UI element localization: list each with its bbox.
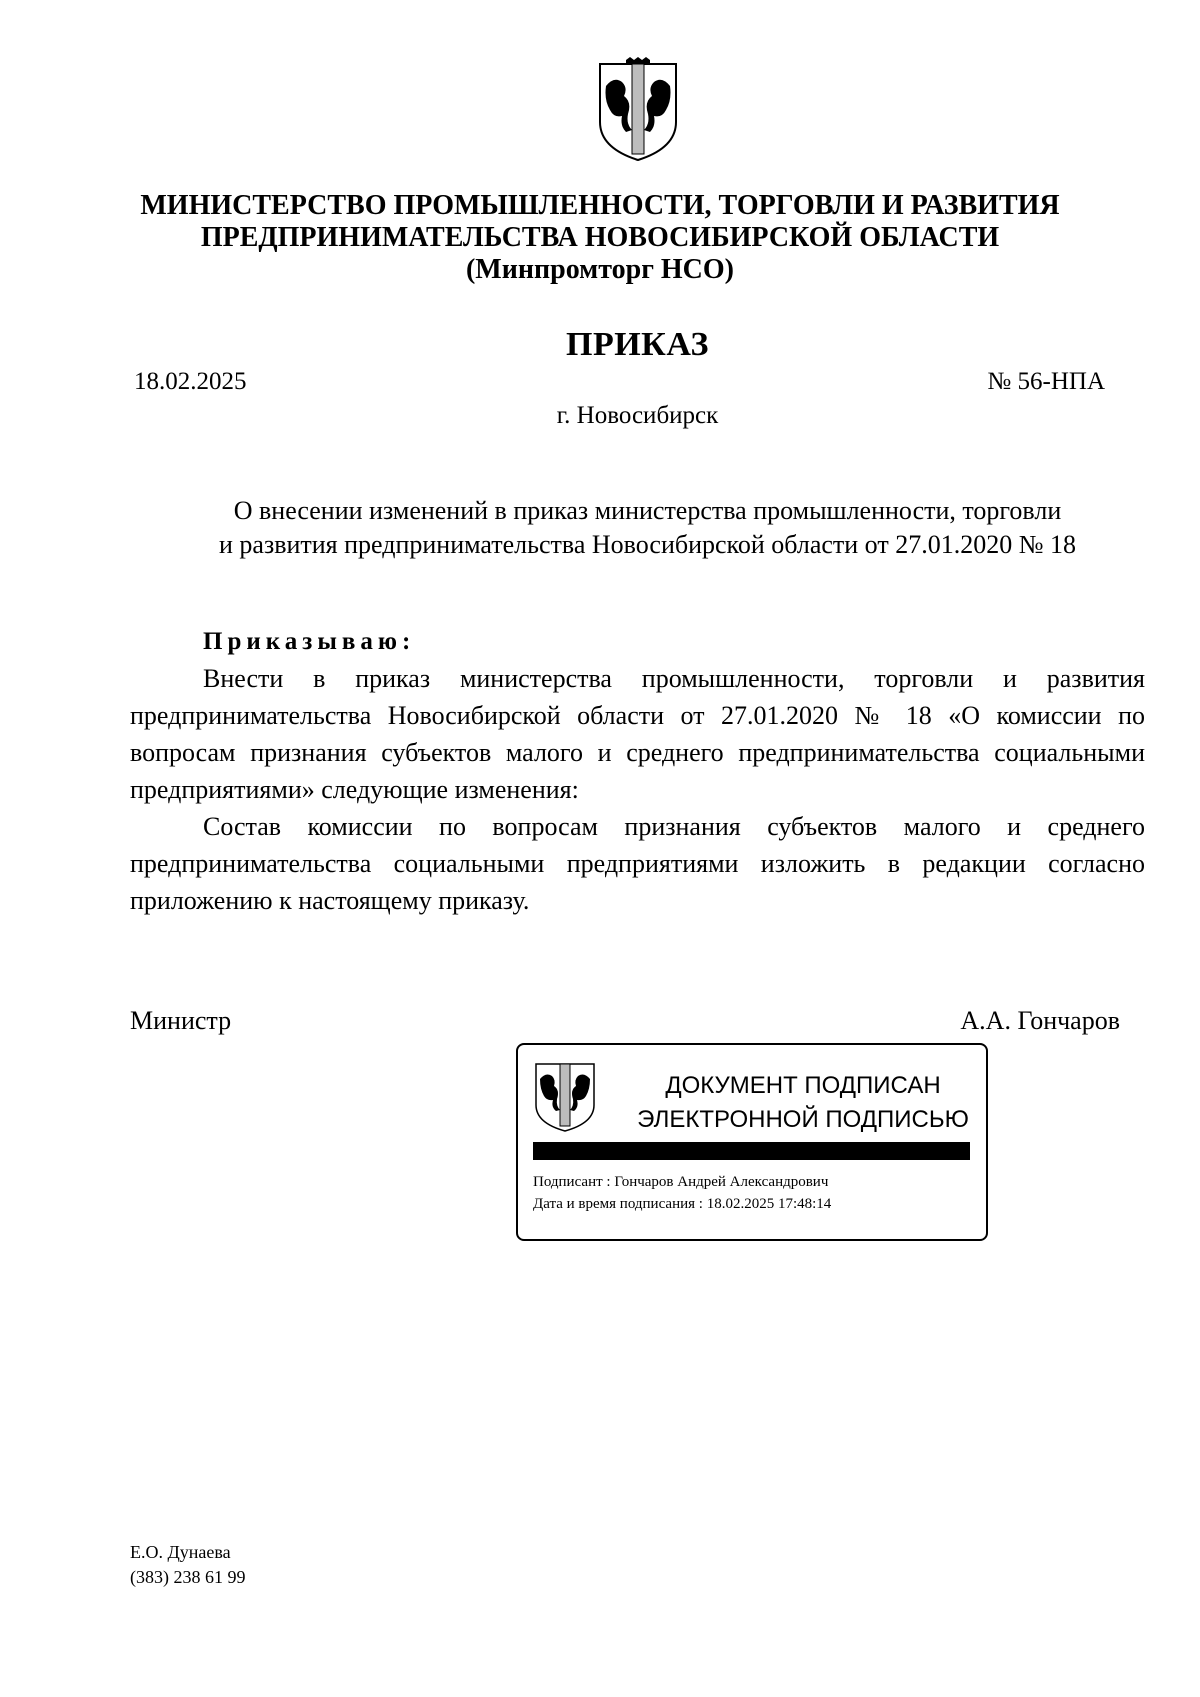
executor-name: Е.О. Дунаева	[130, 1542, 231, 1562]
coat-of-arms-icon	[533, 1059, 597, 1133]
stamp-title	[623, 1069, 983, 1137]
organization-name-line1: МИНИСТЕРСТВО ПРОМЫШЛЕННОСТИ, ТОРГОВЛИ И РАЗВИТИЯ	[140, 190, 1060, 221]
organization-name	[0, 190, 1200, 286]
organization-name-line2: ПРЕДПРИНИМАТЕЛЬСТВА НОВОСИБИРСКОЙ ОБЛАСТИ	[200, 222, 1000, 253]
electronic-signature-stamp	[516, 1043, 988, 1241]
organization-short-name: (Минпромторг НСО)	[465, 254, 735, 285]
body-paragraph-1: Внести в приказ министерства промышленности, торговли и развития предпринимательства Новосибирской области от 27.01.2020 № 18 «О комиссии по вопросам признания субъектов малого и среднего предпринимательства социальными предприятиями» следующие изменения:	[130, 664, 1145, 804]
document-title: ПРИКАЗ	[566, 326, 709, 363]
executor-phone: (383) 238 61 99	[130, 1567, 246, 1587]
stamp-title-line1: ДОКУМЕНТ ПОДПИСАН	[665, 1072, 941, 1099]
body-paragraph-2: Состав комиссии по вопросам признания субъектов малого и среднего предпринимательства социальными предприятиями изложить в редакции согласно приложению к настоящему приказу.	[130, 812, 1145, 915]
stamp-signer: Подписант : Гончаров Андрей Александрович	[533, 1174, 829, 1190]
signatory-name: А.А. Гончаров	[960, 1006, 1120, 1035]
stamp-details	[533, 1171, 831, 1215]
signatory-position: Министр	[130, 1006, 232, 1035]
order-city: г. Новосибирск	[556, 402, 719, 429]
order-body	[130, 660, 1145, 919]
executor-info	[130, 1540, 246, 1590]
stamp-signed-at: Дата и время подписания : 18.02.2025 17:48:14	[533, 1196, 832, 1212]
order-subject	[150, 494, 1145, 562]
order-number: № 56-НПА	[987, 368, 1105, 395]
order-directive: Приказываю:	[203, 628, 416, 655]
stamp-certificate-bar	[533, 1142, 970, 1160]
order-subject-line2: и развития предпринимательства Новосибирской области от 27.01.2020 № 18	[218, 530, 1077, 559]
order-subject-line1: О внесении изменений в приказ министерства промышленности, торговли	[233, 496, 1062, 525]
coat-of-arms-icon	[596, 56, 680, 164]
order-date: 18.02.2025	[134, 368, 247, 395]
stamp-title-line2: ЭЛЕКТРОННОЙ ПОДПИСЬЮ	[637, 1106, 969, 1133]
